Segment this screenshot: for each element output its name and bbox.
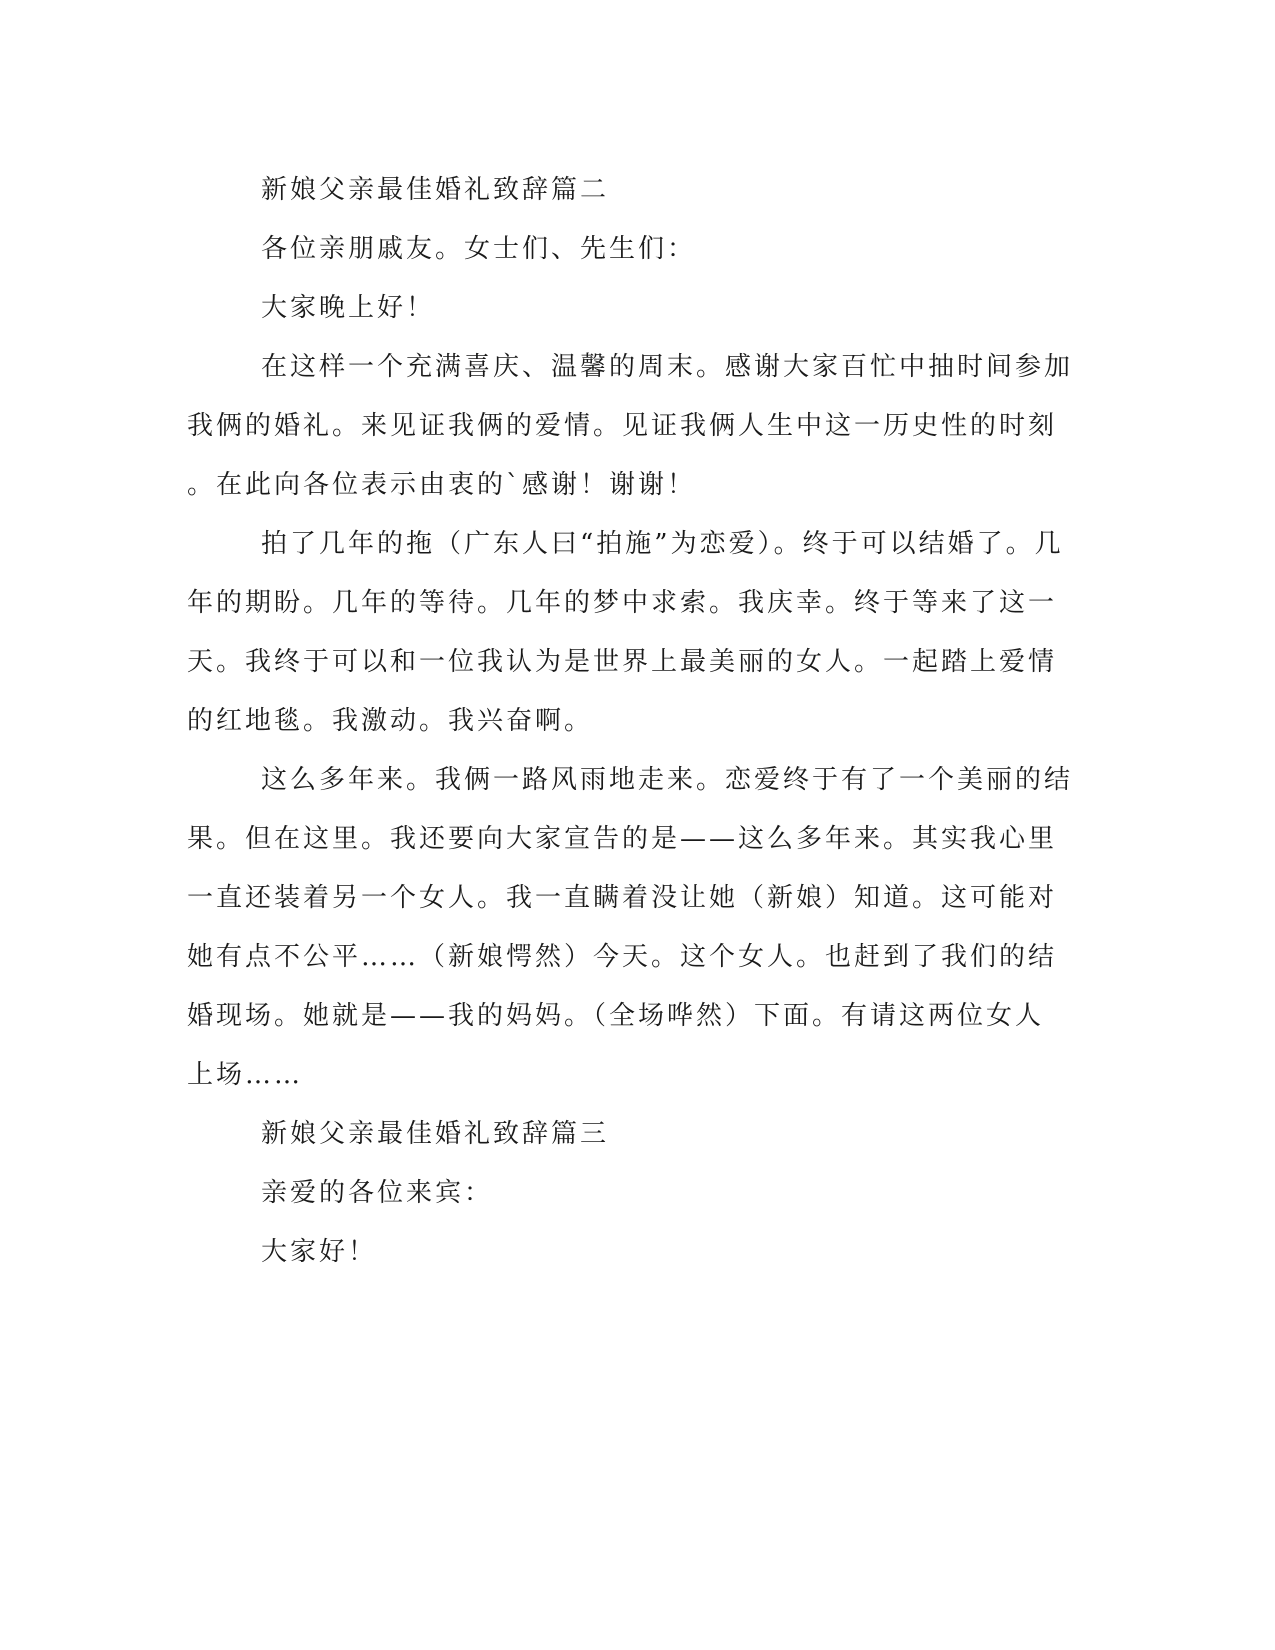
greeting-line: 大家好！	[261, 1237, 378, 1267]
paragraph-line: 婚现场。她就是——我的妈妈。（全场哗然）下面。有请这两位女人	[187, 1001, 1045, 1031]
paragraph-line: 我俩的婚礼。来见证我俩的爱情。见证我俩人生中这一历史性的时刻	[187, 411, 1058, 441]
paragraph-line: 的红地毯。我激动。我兴奋啊。	[187, 706, 594, 736]
salutation-line: 亲爱的各位来宾：	[261, 1178, 494, 1208]
paragraph-line: 上场……	[187, 1060, 304, 1090]
paragraph-line: 。在此向各位表示由衷的`感谢！谢谢！	[187, 470, 697, 500]
greeting-line: 大家晚上好！	[261, 293, 436, 323]
paragraph-line: 她有点不公平……（新娘愕然）今天。这个女人。也赶到了我们的结	[187, 942, 1058, 972]
section-heading-3: 新娘父亲最佳婚礼致辞篇三	[261, 1119, 610, 1149]
paragraph-line: 天。我终于可以和一位我认为是世界上最美丽的女人。一起踏上爱情	[187, 647, 1058, 677]
salutation-line: 各位亲朋戚友。女士们、先生们：	[261, 234, 697, 264]
paragraph-line: 一直还装着另一个女人。我一直瞒着没让她（新娘）知道。这可能对	[187, 883, 1058, 913]
paragraph-line: 这么多年来。我俩一路风雨地走来。恋爱终于有了一个美丽的结	[261, 765, 1074, 795]
paragraph-line: 在这样一个充满喜庆、温馨的周末。感谢大家百忙中抽时间参加	[261, 352, 1074, 382]
paragraph-line: 果。但在这里。我还要向大家宣告的是——这么多年来。其实我心里	[187, 824, 1058, 854]
paragraph-line: 年的期盼。几年的等待。几年的梦中求索。我庆幸。终于等来了这一	[187, 588, 1058, 618]
section-heading-2: 新娘父亲最佳婚礼致辞篇二	[261, 175, 610, 205]
paragraph-line: 拍了几年的拖（广东人曰“拍施”为恋爱）。终于可以结婚了。几	[261, 529, 1064, 559]
